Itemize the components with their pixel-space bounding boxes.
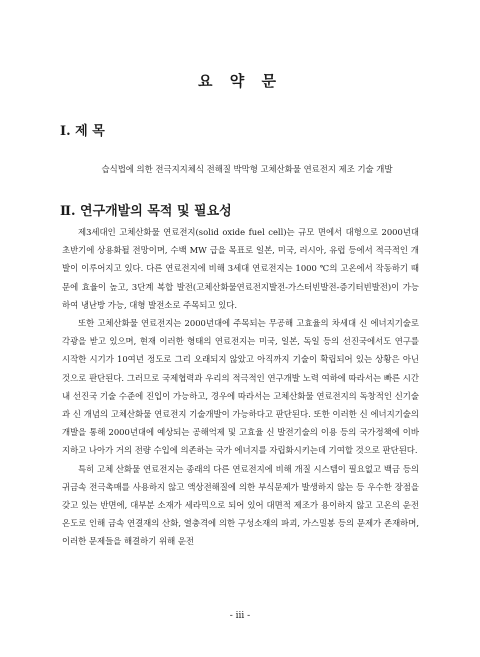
body-text xyxy=(62,223,419,551)
paragraph-3: 특히 고체 산화물 연료전지는 종래의 다른 연료전지에 비해 개질 시스템이 필요없고 백금 등의 귀금속 전극촉매를 사용하지 않고 액상전해질에 의한 부식문제가 발생하지 않는 등 우수한 장점을 갖고 있는 반면에, 대부분 소재가 세라믹으로 되어 있어 대면적 제조가 용이하지 않고 고온의 운전온도로 인해 금속 연결재의 산화, 열충격에 의한 구성소재의 파괴, 가스밀봉 등의 문제가 존재하며, 이러한 문제들을 해결하기 위해 운전 xyxy=(62,463,419,547)
page-title: 요 약 문 xyxy=(198,72,282,90)
section-heading-purpose: Ⅱ. 연구개발의 목적 및 필요성 xyxy=(60,204,232,219)
paragraph-2: 또한 고체산화물 연료전지는 2000년대에 주목되는 무공해 고효율의 차세대 신 에너지기술로 각광을 받고 있으며, 현재 이러한 형태의 연료전지는 미국, 일본, 독일 등의 선진국에서도 연구를 시작한 시기가 10여년 정도로 그리 오래되지 않았고 아직까지 기술이 확립되어 있는 상황은 아닌 것으로 판단된다. 그러므로 국제협력과 우리의 적극적인 연구개발 노력 여하에 따라서는 빠른 시간 내 선진국 기술 수준에 진입이 가능하고, 경우에 따라서는 고체산화물 연료전지의 독창적인 신기술과 신 개념의 고체산화물 연료전지 기술개발이 가능하다고 판단된다. 또한 이러한 신 에너지기술의 개발을 통해 2000년대에 예상되는 공해억제 및 고효율 신 발전기술의 이용 등의 국가정책에 이바지하고 나아가 거의 전량 수입에 의존하는 국가 에너지를 자립화시키는데 기여할 것으로 판단된다. xyxy=(62,318,419,456)
section-heading-title: Ⅰ. 제 목 xyxy=(60,124,105,139)
project-subject: 습식법에 의한 전극지지체식 전해질 박막형 고체산화물 연료전지 제조 기술 개발 xyxy=(101,164,393,174)
page-number: - iii - xyxy=(229,611,251,621)
paragraph-1: 제3세대인 고체산화물 연료전지(solid oxide fuel cell)는 규모 면에서 대형으로 2000년대 초반기에 상용화될 전망이며, 수백 MW 급을 목표로 일본, 미국, 러시아, 유럽 등에서 적극적인 개발이 이루어지고 있다. 다른 연료전지에 비해 3세대 연료전지는 1000 ℃의 고온에서 작동하기 때문에 효율이 높고, 3단계 복합 발전(고체산화물연료전지발전-가스터빈발전-증기터빈발전)이 가능하여 냉난방 가능, 대형 발전소로 주목되고 있다. xyxy=(62,227,419,310)
